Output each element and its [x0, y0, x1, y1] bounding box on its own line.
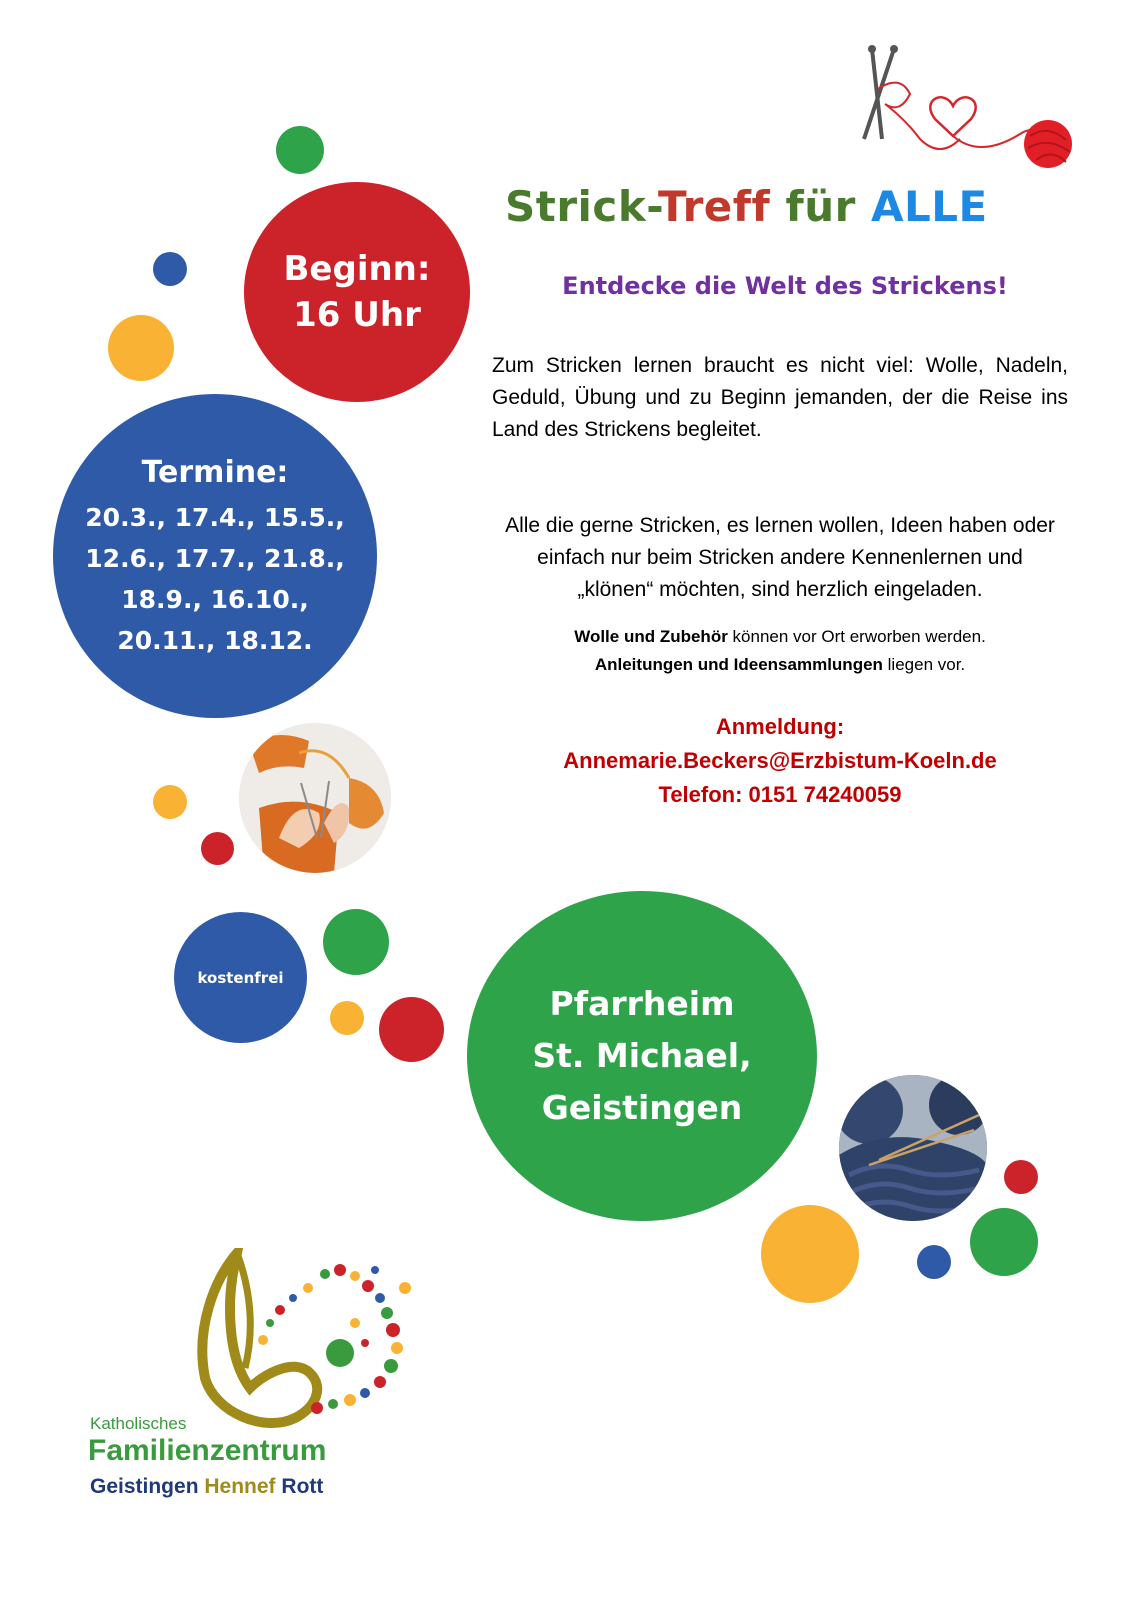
logo-line-katholisches: Katholisches [90, 1414, 187, 1433]
blue-knitting-photo [839, 1075, 987, 1221]
invitation-paragraph [495, 510, 1065, 606]
instructions-bold: Anleitungen und Ideensammlungen [594, 655, 883, 674]
location-line: Pfarrheim [549, 984, 735, 1023]
logo-place-geistingen: Geistingen [90, 1475, 199, 1498]
invitation-line: „klönen“ möchten, sind herzlich eingeladen. [577, 578, 983, 601]
dot-yellow-left [108, 315, 174, 381]
free-circle [174, 912, 307, 1043]
dot-green-mid [323, 909, 389, 975]
supplies-text: können vor Ort erworben werden. [727, 627, 986, 646]
dot-blue-small [153, 252, 187, 286]
intro-paragraph: Zum Stricken lernen braucht es nicht viel: Wolle, Nadeln, Geduld, Übung und zu Beginn jemanden, der die Reise ins Land des Strickens begleitet. [492, 354, 1068, 441]
dot-red-mid [201, 832, 234, 865]
invitation-line: einfach nur beim Stricken andere Kennenlernen und [537, 546, 1023, 569]
title-part-treff: Treff [658, 182, 771, 231]
dot-green-right [970, 1208, 1038, 1276]
dates-line: 20.3., 17.4., 15.5., [85, 502, 345, 532]
dot-red-right [1004, 1160, 1038, 1194]
location-line: St. Michael, [532, 1036, 752, 1075]
dates-line: 18.9., 16.10., [121, 584, 309, 614]
dates-line: 20.11., 18.12. [117, 625, 313, 655]
dot-green-top [276, 126, 324, 174]
contact-block [495, 710, 1065, 812]
blue-knitting-illustration [839, 1075, 987, 1221]
instructions-text: liegen vor. [882, 655, 966, 674]
family-center-logo-mark [175, 1248, 425, 1438]
title-part-alle: ALLE [870, 182, 988, 231]
supplies-paragraph [495, 623, 1065, 679]
dot-yellow-mid [153, 785, 187, 819]
title-part-fuer: für [785, 182, 856, 231]
contact-label: Anmeldung: [715, 714, 845, 739]
free-label: kostenfrei [197, 968, 284, 987]
logo-place-hennef: Hennef [204, 1475, 276, 1498]
contact-email-link[interactable]: Annemarie.Beckers@Erzbistum-Koeln.de [563, 748, 997, 773]
invitation-line: Alle die gerne Stricken, es lernen wollen, Ideen haben oder [505, 514, 1055, 537]
location-circle [467, 891, 817, 1221]
supplies-bold: Wolle und Zubehör [574, 627, 728, 646]
dot-blue-right [917, 1245, 951, 1279]
supplies-line-1 [495, 623, 1065, 651]
dates-heading: Termine: [141, 454, 289, 490]
start-time: 16 Uhr [293, 295, 421, 335]
page-subtitle: Entdecke die Welt des Strickens! [562, 272, 1008, 300]
title-part-strick: Strick- [505, 182, 659, 231]
location-line: Geistingen [541, 1088, 743, 1127]
dot-red-large [379, 997, 444, 1062]
page-title [505, 182, 1065, 231]
knitting-photo-illustration [239, 723, 391, 873]
dot-yellow-small [330, 1001, 364, 1035]
logo-place-rott: Rott [281, 1475, 324, 1498]
hands-knitting-orange-photo [239, 723, 391, 873]
logo-places [90, 1475, 323, 1499]
dates-circle [53, 394, 377, 718]
start-label: Beginn: [283, 249, 431, 289]
logo-line-familienzentrum: Familienzentrum [88, 1434, 327, 1467]
dates-line: 12.6., 17.7., 21.8., [85, 543, 345, 573]
start-time-circle [244, 182, 470, 402]
dot-yellow-large [761, 1205, 859, 1303]
contact-phone: Telefon: 0151 74240059 [658, 782, 902, 807]
knitting-needles-yarn-icon [850, 44, 1075, 174]
supplies-line-2 [495, 651, 1065, 679]
